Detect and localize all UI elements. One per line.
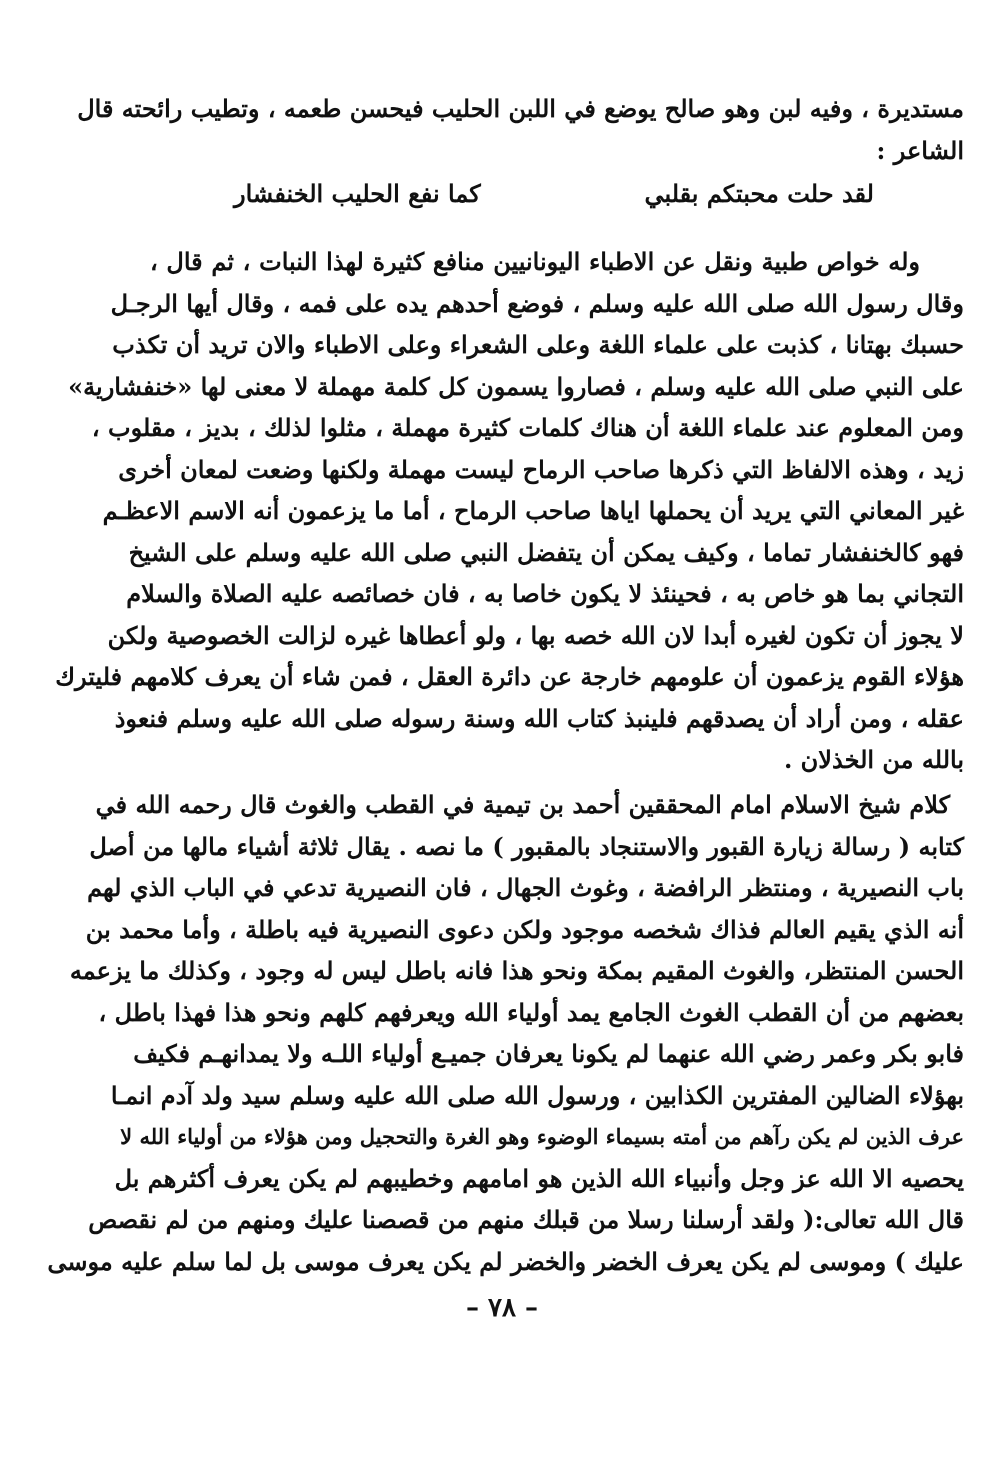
poetry-verse <box>234 174 874 214</box>
text-line: فهو كالخنفشار تماما ، وكيف يمكن أن يتفضل النبي صلى الله عليه وسلم على الشيخ <box>128 537 964 567</box>
text-line: عرف الذين لم يكن رآهم من أمته بسيماء الوضوء وهو الغرة والتحجيل ومن هؤلاء من أولياء الله لا <box>120 1124 964 1149</box>
text-line: هؤلاء القوم يزعمون أن علومهم خارجة عن دائرة العقل ، فمن شاء أن يعرف كلامهم فليترك <box>55 662 964 691</box>
text-line: بهؤلاء الضالين المفترين الكذابين ، ورسول الله صلى الله عليه وسلم سيد ولد آدم انمـا <box>110 1080 964 1110</box>
text-line: كلام شيخ الاسلام امام المحققين أحمد بن تيمية في القطب والغوث قال رحمه الله في <box>95 790 950 819</box>
ibn-taymiyya-paragraph <box>47 784 964 1282</box>
text-line: عقله ، ومن أراد أن يصدقهم فلينبذ كتاب الله وسنة رسوله صلى الله عليه وسلم فنعوذ <box>114 703 964 733</box>
text-line: حسبك بهتانا ، كذبت على علماء اللغة وعلى الشعراء وعلى الاطباء والان تريد أن تكذب <box>112 330 964 359</box>
text-line: يحصيه الا الله عز وجل وأنبياء الله الذين هو امامهم وخطيبهم لم يكن يعرف أكثرهم بل <box>114 1163 964 1193</box>
text-line: باب النصيرية ، ومنتظر الرافضة ، وغوث الجهال ، فان النصيرية تدعي في الباب الذي لهم <box>87 873 964 902</box>
text-line: كتابه ( رسالة زيارة القبور والاستنجاد بالمقبور ) ما نصه . يقال ثلاثة أشياء مالها من أصل <box>89 831 964 861</box>
verse-left-hemistich: كما نفع الحليب الخنفشار <box>234 179 481 208</box>
text-line: قال الله تعالى:( ولقد أرسلنا رسلا من قبلك منهم من قصصنا عليك ومنهم من لم نقصص <box>88 1205 964 1234</box>
text-line: غير المعاني التي يريد أن يحملها اياها صاحب الرماح ، أما ما يزعمون أنه الاسم الاعظـم <box>102 496 964 525</box>
intro-paragraph <box>77 88 964 171</box>
text-line: عليك ) وموسى لم يكن يعرف الخضر والخضر لم يكن يعرف موسى بل لما سلم عليه موسى <box>47 1246 964 1276</box>
text-line: وقال رسول الله صلى الله عليه وسلم ، فوضع أحدهم يده على فمه ، وقال أيها الرجـل <box>110 288 964 318</box>
verse-right-hemistich: لقد حلت محبتكم بقلبي <box>644 179 874 208</box>
text-line: الشاعر : <box>876 135 964 165</box>
text-line: الحسن المنتظر، والغوث المقيم بمكة ونحو هذا فانه باطل ليس له وجود ، وكذلك ما يزعمه <box>69 956 964 985</box>
body-paragraph <box>55 241 964 781</box>
text-line: مستديرة ، وفيه لبن وهو صالح يوضع في اللبن الحليب فيحسن طعمه ، وتطيب رائحته قال <box>77 94 964 123</box>
text-line: بالله من الخذلان . <box>783 745 964 774</box>
text-line: ومن المعلوم عند علماء اللغة أن هناك كلمات كثيرة مهملة ، مثلوا لذلك ، بديز ، مقلوب ، <box>91 413 964 442</box>
text-line: وله خواص طبية ونقل عن الاطباء اليونانيين منافع كثيرة لهذا النبات ، ثم قال ، <box>150 247 920 276</box>
text-line: بعضهم من أن القطب الغوث الجامع يمد أولياء الله ويعرفهم كلهم ونحو هذا فهذا باطل ، <box>98 997 964 1027</box>
text-line: على النبي صلى الله عليه وسلم ، فصاروا يسمون كل كلمة مهملة لا معنى لها «خنفشارية» <box>68 371 964 401</box>
text-line: زيد ، وهذه الالفاظ التي ذكرها صاحب الرماح ليست مهملة ولكنها وضعت لمعان أخرى <box>118 454 964 484</box>
text-line: أنه الذي يقيم العالم فذاك شخصه موجود ولكن دعوى النصيرية فيه باطلة ، وأما محمد بن <box>85 914 964 944</box>
text-line: فابو بكر وعمر رضي الله عنهما لم يكونا يعرفان جميـع أولياء اللـه ولا يمدانهـم فكيف <box>133 1039 964 1068</box>
text-line: التجاني بما هو خاص به ، فحينئذ لا يكون خاصا به ، فان خصائصه عليه الصلاة والسلام <box>126 579 964 608</box>
text-line: لا يجوز أن تكون لغيره أبدا لان الله خصه بها ، ولو أعطاها غيره لزالت الخصوصية ولكن <box>107 620 964 650</box>
page-number: – ٧٨ – <box>465 1293 539 1323</box>
document-page <box>47 88 964 1388</box>
